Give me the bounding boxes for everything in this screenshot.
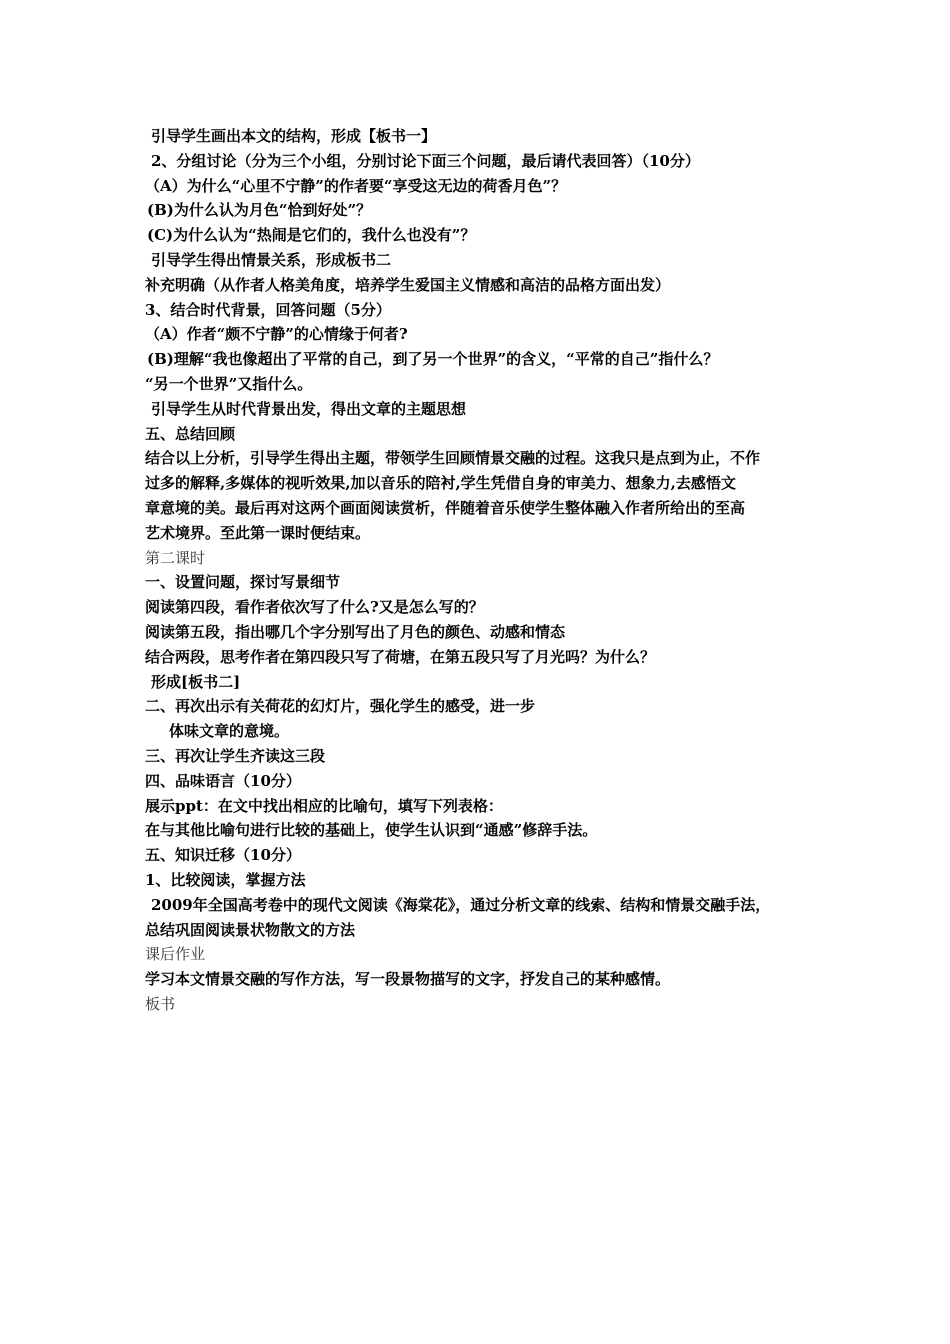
text-line: （A）为什么“心里不宁静”的作者要“享受这无边的荷香月色”？ <box>145 176 567 195</box>
text-line: 1、比较阅读，掌握方法 <box>145 870 306 889</box>
text-line: 五、总结回顾 <box>145 424 236 443</box>
text-line: 引导学生得出情景关系，形成板书二 <box>151 250 392 269</box>
text-line: 艺术境界。至此第一课时便结束。 <box>145 523 371 542</box>
text-line: 三、再次让学生齐读这三段 <box>145 746 326 765</box>
text-line: 引导学生从时代背景出发，得出文章的主题思想 <box>151 399 467 418</box>
document-body <box>145 124 835 1017</box>
text-line: 四、品味语言（10分） <box>145 771 301 790</box>
text-line: 2、分组讨论（分为三个小组，分别讨论下面三个问题，最后请代表回答）（10分） <box>151 151 700 170</box>
text-line: 补充明确（从作者人格美角度，培养学生爱国主义情感和高洁的品格方面出发） <box>145 275 671 294</box>
text-line: (B)为什么认为月色“恰到好处”？ <box>147 201 372 220</box>
text-line: 板书 <box>145 994 176 1013</box>
text-line: 五、知识迁移（10分） <box>145 846 301 865</box>
text-line: (C)为什么认为“热闹是它们的，我什么也没有”？ <box>147 226 476 245</box>
text-line: 过多的解释,多媒体的视听效果,加以音乐的陪衬,学生凭借自身的审美力、想象力,去感悟文 <box>145 474 736 493</box>
text-line: 学习本文情景交融的写作方法，写一段景物描写的文字，抒发自己的某种感情。 <box>145 970 671 989</box>
text-line: 3、结合时代背景，回答问题（5分） <box>145 300 391 319</box>
text-line: (B)理解“我也像超出了平常的自己，到了另一个世界”的含义，“平常的自己”指什么？ <box>147 350 719 369</box>
text-line: 2009年全国高考卷中的现代文阅读《海棠花》，通过分析文章的线索、结构和情景交融手法， <box>151 895 771 914</box>
text-line: 引导学生画出本文的结构，形成【板书一】 <box>151 127 437 145</box>
text-line: 第二课时 <box>145 548 206 567</box>
text-line: 一、设置问题，探讨写景细节 <box>145 573 341 592</box>
text-line: 二、再次出示有关荷花的幻灯片，强化学生的感受，进一步 <box>145 697 536 716</box>
text-line: （A）作者“颇不宁静”的心情缘于何者? <box>145 325 408 344</box>
text-line: 课后作业 <box>145 945 206 964</box>
text-line: 结合以上分析，引导学生得出主题，带领学生回顾情景交融的过程。这我只是点到为止，不作 <box>145 449 761 468</box>
text-line: 展示ppt：在文中找出相应的比喻句，填写下列表格： <box>145 796 503 815</box>
text-line: 阅读第五段，指出哪几个字分别写出了月色的颜色、动感和情态 <box>145 622 566 641</box>
text-line: 在与其他比喻句进行比较的基础上，使学生认识到“通感”修辞手法。 <box>145 821 598 840</box>
text-line: “另一个世界”又指什么。 <box>145 374 313 393</box>
text-line: 章意境的美。最后再对这两个画面阅读赏析，伴随着音乐使学生整体融入作者所给出的至高 <box>145 498 746 517</box>
text-line: 形成[板书二] <box>151 672 241 691</box>
text-line: 结合两段，思考作者在第四段只写了荷塘，在第五段只写了月光吗？为什么？ <box>145 647 656 666</box>
text-line: 体味文章的意境。 <box>169 722 290 741</box>
text-line: 阅读第四段，看作者依次写了什么?又是怎么写的？ <box>145 598 484 617</box>
text-line: 总结巩固阅读景状物散文的方法 <box>145 920 356 939</box>
